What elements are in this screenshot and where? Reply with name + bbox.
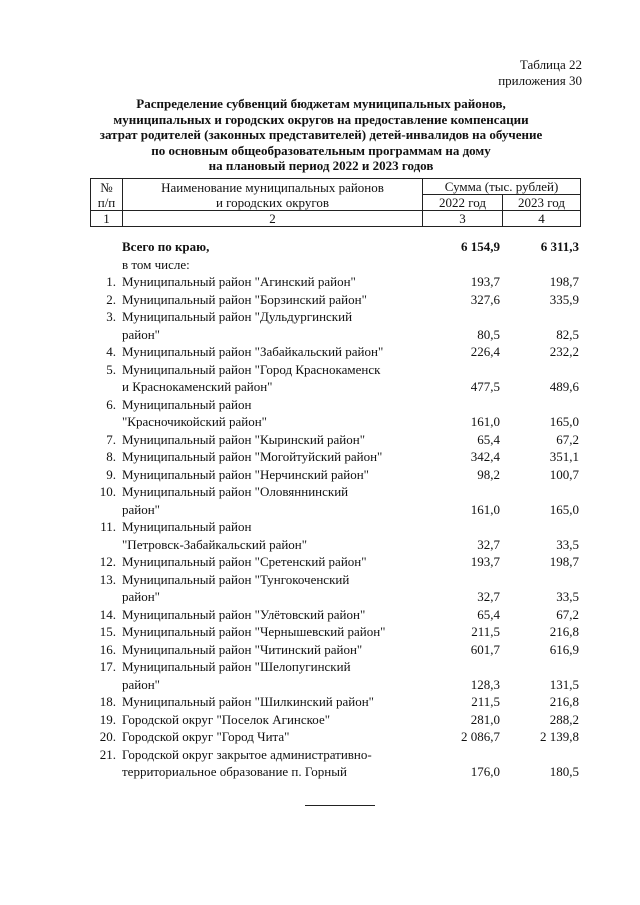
table-row: [90, 361, 580, 396]
value-2022: 281,0: [470, 711, 500, 727]
row-number: 5.: [106, 361, 116, 377]
total-2022: 6 154,9: [461, 239, 500, 254]
table-row: [90, 448, 580, 466]
table-number: Таблица 22: [519, 57, 582, 72]
row-number: 6.: [106, 396, 116, 412]
row-number: 2.: [106, 291, 116, 307]
value-2022: 2 086,7: [461, 729, 500, 744]
value-2022: 161,0: [470, 501, 500, 517]
value-2023: 351,1: [549, 449, 579, 464]
value-2023: 82,5: [556, 326, 579, 342]
table-row: [90, 291, 580, 309]
row-name: Городской округ "Город Чита": [122, 729, 290, 744]
title-line: затрат родителей (законных представителей) детей-инвалидов на обучение: [99, 127, 543, 142]
value-2022: 32,7: [477, 536, 500, 552]
value-2023: 165,0: [549, 414, 579, 429]
value-2023: 198,7: [549, 554, 579, 569]
row-number: 14.: [99, 606, 116, 622]
total-label: Всего по краю,: [122, 239, 210, 254]
value-2023: 100,7: [549, 466, 579, 482]
row-name: Муниципальный район "Агинский район": [122, 274, 356, 289]
row-name: Муниципальный район "Город Краснокаменск и Краснокаменский район": [122, 361, 381, 394]
row-number: 3.: [106, 309, 116, 324]
value-2022: 211,5: [471, 624, 500, 639]
value-2023: 288,2: [549, 711, 579, 727]
row-number: 15.: [99, 624, 116, 639]
value-2022: 601,7: [470, 641, 500, 657]
value-2023: 198,7: [549, 274, 579, 289]
row-name: Муниципальный район "Дульдургинский район": [122, 309, 353, 342]
table-row: [90, 273, 580, 291]
table-row: [90, 711, 580, 729]
header-name: Наименование муниципальных районов и городских округов: [123, 179, 423, 211]
table-row: [90, 606, 580, 624]
row-number: 12.: [99, 554, 116, 569]
row-number: 21.: [99, 746, 116, 762]
row-name: Муниципальный район "Оловяннинский район": [122, 484, 349, 517]
value-2022: 211,5: [471, 694, 500, 709]
value-2023: 216,8: [549, 694, 579, 709]
row-name: Муниципальный район "Шилкинский район": [122, 694, 374, 709]
row-name: Муниципальный район "Петровск-Забайкальский район": [122, 519, 308, 552]
table-row: [90, 518, 580, 553]
table-body: [90, 238, 580, 781]
column-index-3: 3: [423, 211, 503, 227]
row-number: 13.: [99, 571, 116, 587]
value-2022: 128,3: [470, 676, 500, 692]
table-row: [90, 693, 580, 711]
value-2023: 489,6: [549, 379, 579, 394]
table-row: [90, 466, 580, 484]
title-line: Распределение субвенций бюджетам муниципальных районов,: [136, 96, 506, 111]
table-row: [90, 571, 580, 606]
row-number: 7.: [106, 431, 116, 447]
value-2022: 477,5: [470, 379, 500, 394]
table-row: [90, 396, 580, 431]
subtotal-label: в том числе:: [122, 256, 190, 272]
value-2023: 67,2: [556, 431, 579, 447]
value-2023: 2 139,8: [540, 729, 579, 744]
table-row: [90, 308, 580, 343]
row-name: Городской округ закрытое административно- территориальное образование п. Горный: [122, 746, 372, 779]
row-number: 18.: [99, 694, 116, 709]
row-name: Муниципальный район "Сретенский район": [122, 554, 367, 569]
value-2022: 32,7: [477, 589, 500, 604]
row-name: Муниципальный район "Нерчинский район": [122, 466, 369, 482]
table-header: [90, 178, 581, 227]
column-index-2: 2: [123, 211, 423, 227]
row-number: 20.: [99, 729, 116, 744]
value-2022: 327,6: [470, 291, 500, 307]
table-row: [90, 431, 580, 449]
value-2023: 67,2: [556, 606, 579, 622]
value-2023: 165,0: [549, 501, 579, 517]
value-2023: 33,5: [556, 589, 579, 604]
value-2023: 616,9: [549, 641, 579, 657]
row-name: Муниципальный район "Шелопугинский район": [122, 659, 351, 692]
header-year-2023: 2023 год: [503, 195, 581, 211]
row-number: 10.: [99, 484, 116, 499]
document-title: [90, 96, 552, 174]
row-name: Муниципальный район "Чернышевский район": [122, 624, 386, 639]
value-2023: 131,5: [549, 676, 579, 692]
value-2023: 335,9: [549, 291, 579, 307]
value-2022: 65,4: [477, 431, 500, 447]
table-row: [90, 641, 580, 659]
value-2022: 161,0: [470, 414, 500, 429]
value-2022: 342,4: [470, 449, 500, 464]
row-name: Муниципальный район "Могойтуйский район": [122, 449, 383, 464]
row-name: Муниципальный район "Улётовский район": [122, 606, 366, 622]
value-2022: 193,7: [470, 274, 500, 289]
header-num: № п/п: [91, 179, 123, 211]
row-number: 4.: [106, 344, 116, 359]
appendix-number: приложения 30: [498, 73, 582, 88]
table-row: [90, 728, 580, 746]
footer-divider: [305, 805, 375, 806]
column-index-4: 4: [503, 211, 581, 227]
column-index-1: 1: [91, 211, 123, 227]
table-row: [90, 553, 580, 571]
header-sum: Сумма (тыс. рублей): [423, 179, 581, 195]
row-number: 19.: [99, 711, 116, 727]
table-row: [90, 623, 580, 641]
header-year-2022: 2022 год: [423, 195, 503, 211]
row-name: Муниципальный район "Кыринский район": [122, 431, 366, 447]
value-2022: 193,7: [470, 554, 500, 569]
title-line: муниципальных и городских округов на предоставление компенсации: [113, 111, 529, 127]
table-reference: [498, 57, 582, 89]
row-name: Муниципальный район "Тунгокоченский район": [122, 571, 350, 604]
subtotal-row: [90, 256, 580, 274]
table-row: [90, 658, 580, 693]
value-2022: 226,4: [470, 344, 500, 359]
row-name: Муниципальный район "Забайкальский район": [122, 344, 384, 359]
row-name: Городской округ "Поселок Агинское": [122, 711, 331, 727]
value-2023: 216,8: [549, 624, 579, 639]
row-name: Муниципальный район "Читинский район": [122, 641, 363, 657]
value-2022: 176,0: [470, 764, 500, 779]
row-number: 8.: [106, 449, 116, 464]
table-row: [90, 343, 580, 361]
row-number: 11.: [100, 519, 116, 534]
row-name: Муниципальный район "Красночикойский район": [122, 396, 267, 429]
row-number: 17.: [99, 659, 116, 674]
value-2023: 180,5: [549, 764, 579, 779]
value-2022: 98,2: [477, 466, 500, 482]
total-row: [90, 238, 580, 256]
table-row: [90, 483, 580, 518]
table-row: [90, 746, 580, 781]
row-number: 16.: [99, 641, 116, 657]
title-line: по основным общеобразовательным программам на дому: [151, 142, 491, 158]
value-2023: 33,5: [556, 536, 579, 552]
row-number: 9.: [106, 466, 116, 482]
total-2023: 6 311,3: [540, 239, 579, 254]
value-2022: 65,4: [477, 606, 500, 622]
value-2023: 232,2: [549, 344, 579, 359]
row-number: 1.: [106, 274, 116, 289]
row-name: Муниципальный район "Борзинский район": [122, 291, 367, 307]
title-line: на плановый период 2022 и 2023 годов: [208, 158, 434, 173]
value-2022: 80,5: [477, 326, 500, 342]
